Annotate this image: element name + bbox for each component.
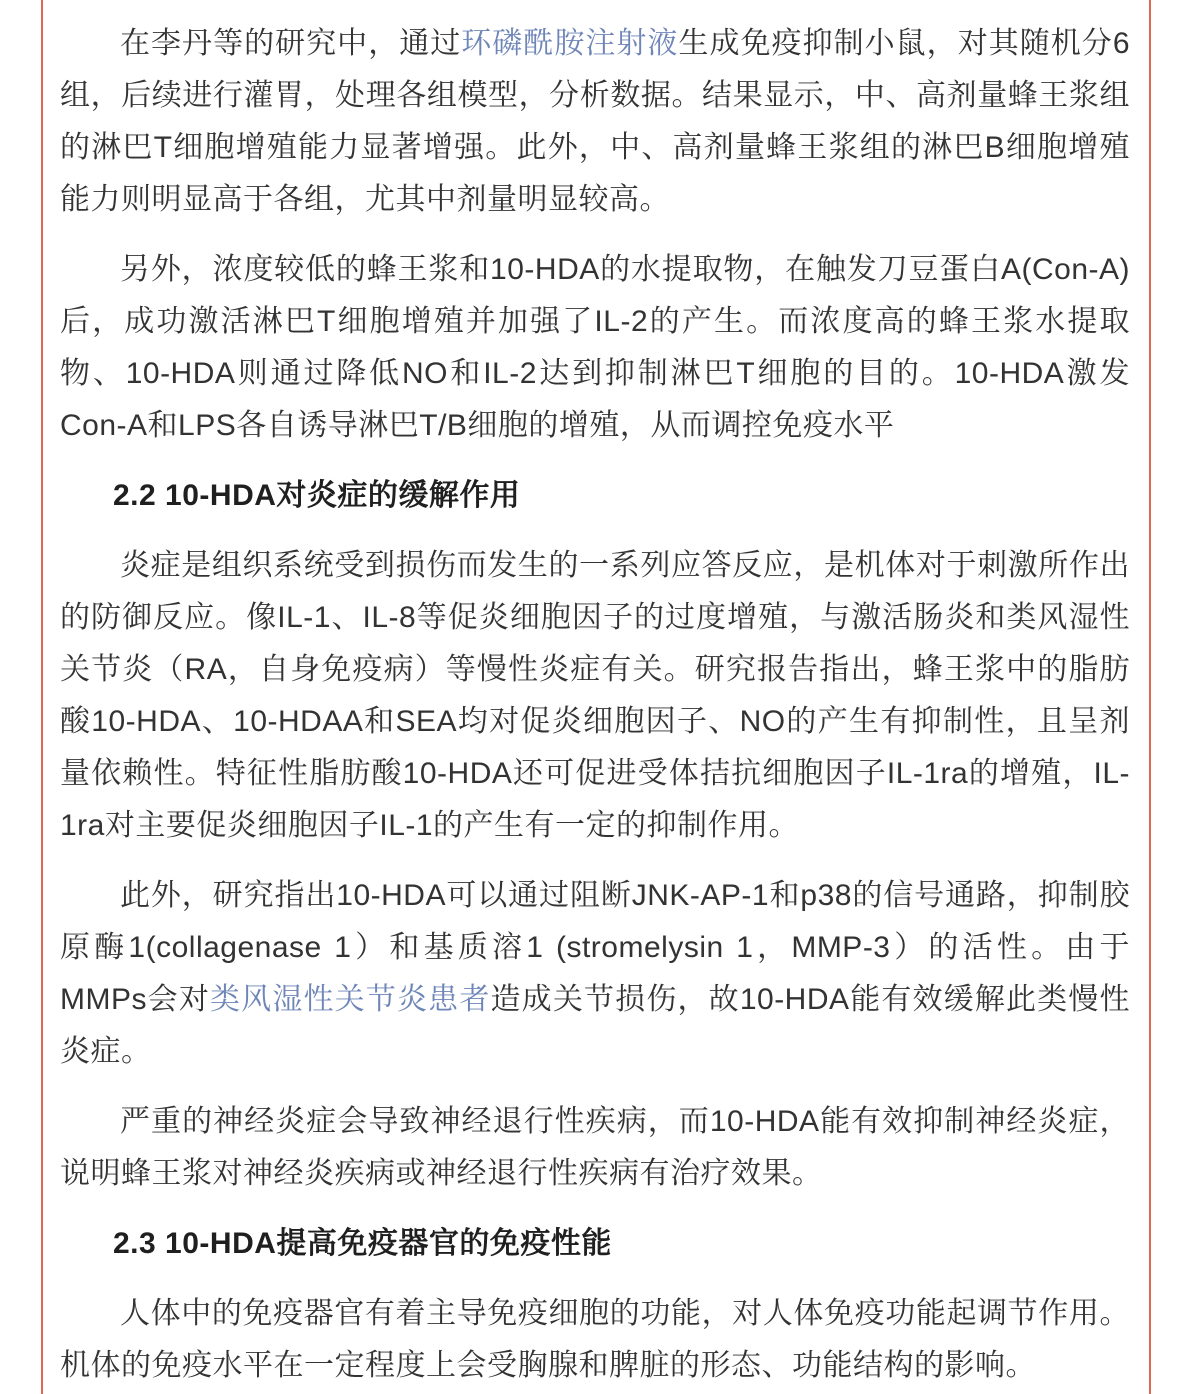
text-segment: 另外，浓度较低的蜂王浆和10-HDA的水提取物，在触发刀豆蛋白A(Con-A)后，成功激活淋巴T细胞增殖并加强了IL-2的产生。而浓度高的蜂王浆水提取物、10-HDA则通过降低NO和IL-2达到抑制淋巴T细胞的目的。10-HDA激发Con-A和LPS各自诱导淋巴T/B细胞的增殖，从而调控免疫水平 (60, 253, 1130, 442)
text-segment: 严重的神经炎症会导致神经退行性疾病，而10-HDA能有效抑制神经炎症，说明蜂王浆对神经炎疾病或神经退行性疾病有治疗效果。 (60, 1105, 1130, 1190)
paragraph-neuroinflammation (60, 1096, 1130, 1200)
text-segment: 造成关节损伤，故10-HDA能有效缓解此类慢性炎症。 (60, 983, 1131, 1068)
heading-2-2-anti-inflammatory (60, 470, 1130, 522)
text-segment: 此外，研究指出10-HDA可以通过阻断JNK-AP-1和p38的信号通路，抑制胶原酶1(collagenase 1）和基质溶1 (stromelysin 1，MMP-3）的活性。由于MMPs会对 (60, 879, 1130, 1016)
right-accent-rule (1149, 0, 1151, 1394)
heading-2-3-immune-organs (60, 1218, 1130, 1270)
paragraph-mmp-inhibition (60, 870, 1130, 1078)
heading-text: 2.2 10-HDA对炎症的缓解作用 (113, 479, 521, 512)
paragraph-immune-organs-function (60, 1288, 1130, 1392)
text-segment: 在李丹等的研究中，通过 (120, 27, 462, 60)
text-segment: 人体中的免疫器官有着主导免疫细胞的功能，对人体免疫功能起调节作用。机体的免疫水平在一定程度上会受胸腺和脾脏的形态、功能结构的影响。 (60, 1297, 1130, 1382)
heading-text: 2.3 10-HDA提高免疫器官的免疫性能 (113, 1227, 612, 1260)
link-rheumatoid-arthritis-patients[interactable]: 类风湿性关节炎患者 (210, 983, 491, 1016)
link-cyclophosphamide-injection[interactable]: 环磷酰胺注射液 (461, 27, 679, 60)
left-accent-rule (41, 0, 43, 1394)
paragraph-immunosuppressed-mice-study (60, 18, 1130, 226)
text-segment: 炎症是组织系统受到损伤而发生的一系列应答反应，是机体对于刺激所作出的防御反应。像IL-1、IL-8等促炎细胞因子的过度增殖，与激活肠炎和类风湿性关节炎（RA，自身免疫病）等慢性炎症有关。研究报告指出，蜂王浆中的脂肪酸10-HDA、10-HDAA和SEA均对促炎细胞因子、NO的产生有抑制性，且呈剂量依赖性。特征性脂肪酸10-HDA还可促进受体拮抗细胞因子IL-1ra的增殖，IL-1ra对主要促炎细胞因子IL-1的产生有一定的抑制作用。 (60, 549, 1130, 842)
paragraph-extract-concentration-effects (60, 244, 1130, 452)
article-body (60, 0, 1130, 1394)
text-segment: 生成免疫抑制小鼠，对其随机分6组，后续进行灌胃，处理各组模型，分析数据。结果显示，中、高剂量蜂王浆组的淋巴T细胞增殖能力显著增强。此外，中、高剂量蜂王浆组的淋巴B细胞增殖能力则明显高于各组，尤其中剂量明显较高。 (60, 27, 1131, 216)
paragraph-inflammation-overview (60, 540, 1130, 852)
